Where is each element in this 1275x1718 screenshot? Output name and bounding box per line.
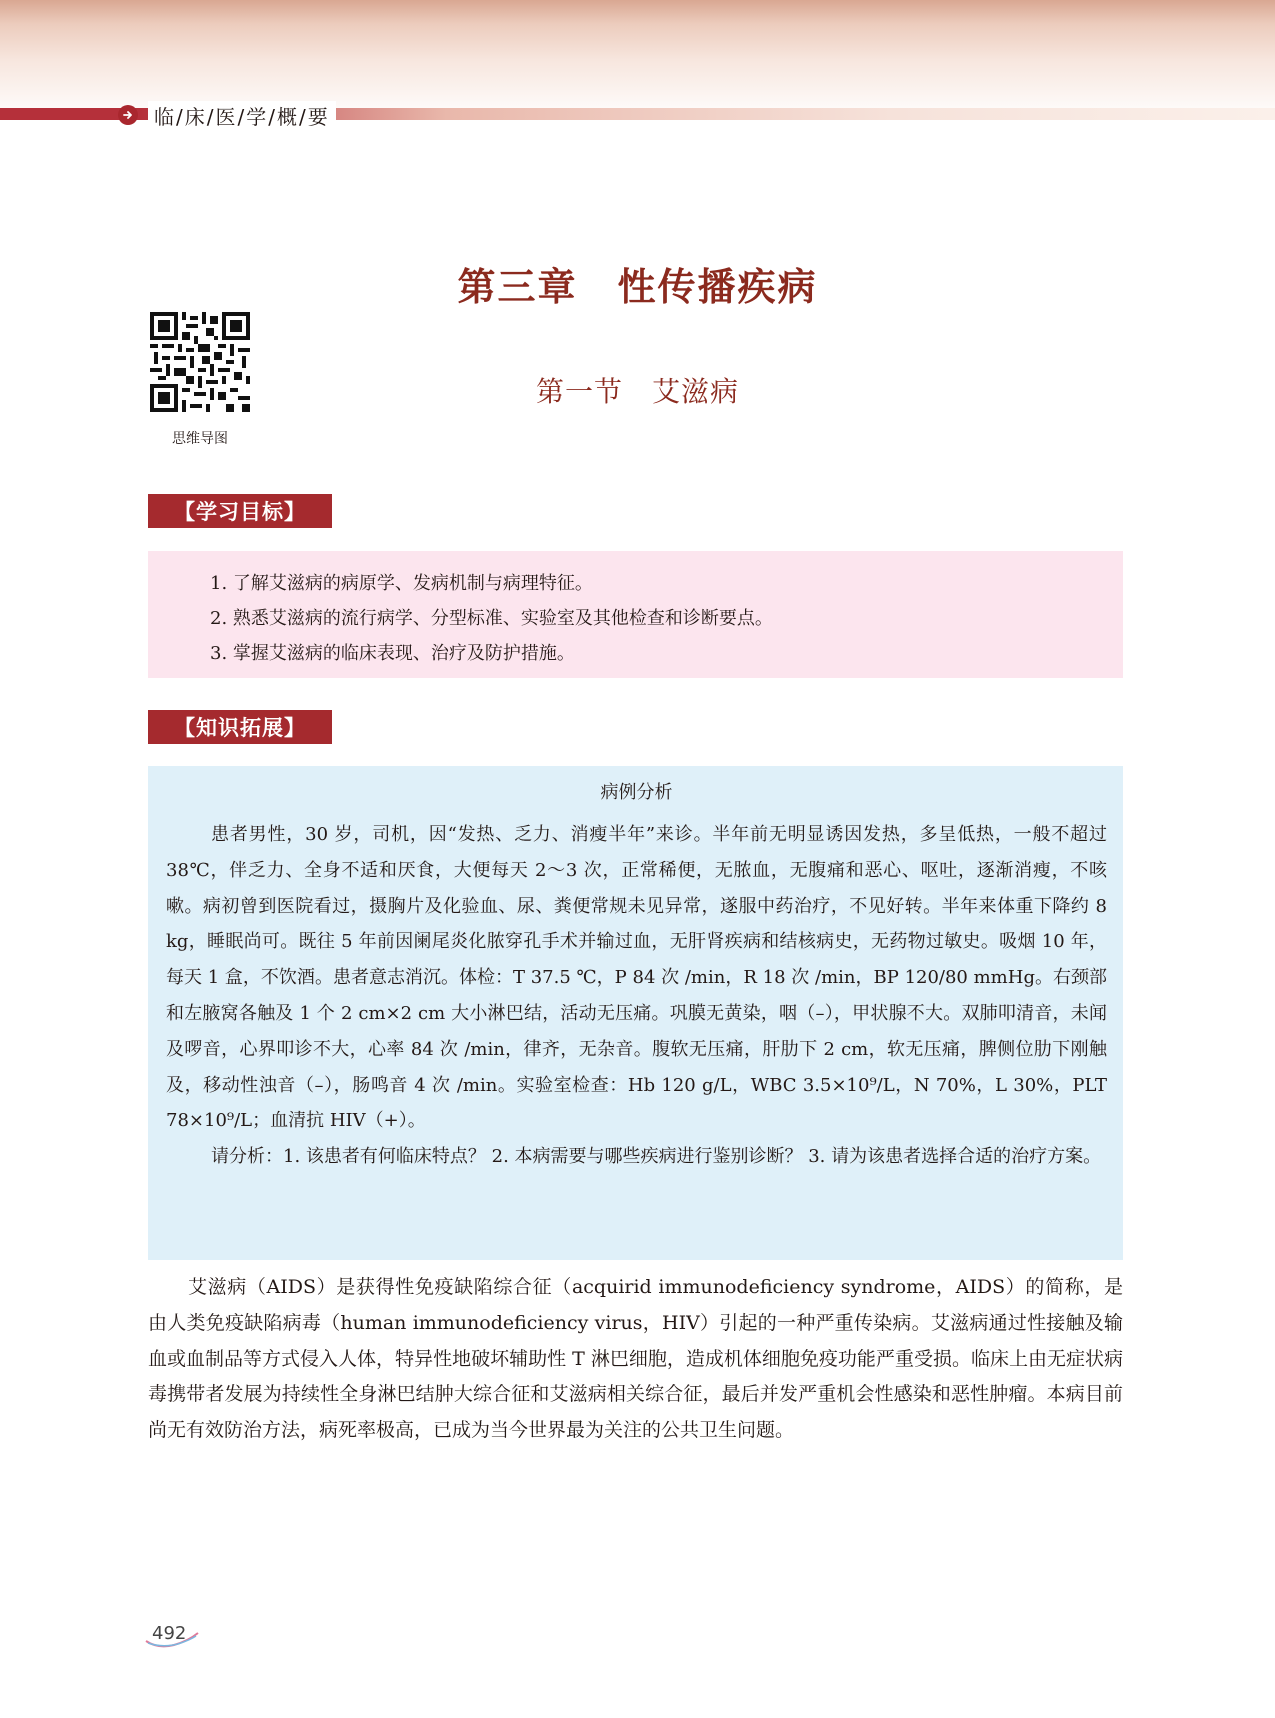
running-header (118, 102, 336, 128)
knowledge-extension-tag: 【知识拓展】 (148, 710, 332, 744)
chapter-title: 第三章 性传播疾病 (457, 265, 818, 309)
section-title: 第一节 艾滋病 (535, 375, 739, 408)
learning-objectives-box (148, 551, 1123, 678)
objective-item: 1. 了解艾滋病的病原学、发病机制与病理特征。 (210, 573, 593, 594)
body-text (148, 1270, 1123, 1449)
objective-item: 2. 熟悉艾滋病的流行病学、分型标准、实验室及其他检查和诊断要点。 (210, 608, 773, 629)
objective-item: 3. 掌握艾滋病的临床表现、治疗及防护措施。 (210, 643, 575, 664)
body-paragraph: 艾滋病（AIDS）是获得性免疫缺陷综合征（acquirid immunodeficiency syndrome，AIDS）的简称，是由人类免疫缺陷病毒（human immunodeficiency virus，HIV）引起的一种严重传染病。艾滋病通过性接触及输血或血制品等方式侵入人体，特异性地破坏辅助性 T 淋巴细胞，造成机体细胞免疫功能严重受损。临床上由无症状病毒携带者发展为持续性全身淋巴结肿大综合征和艾滋病相关综合征，最后并发严重机会性感染和恶性肿瘤。本病目前尚无有效防治方法，病死率极高，已成为当今世界最为关注的公共卫生问题。 (148, 1276, 1123, 1442)
case-text (166, 817, 1107, 1175)
case-question: 请分析：1. 该患者有何临床特点？ 2. 本病需要与哪些疾病进行鉴别诊断？ 3. 请为该患者选择合适的治疗方案。 (211, 1146, 1102, 1168)
case-paragraph: 患者男性，30 岁，司机，因“发热、乏力、消瘦半年”来诊。半年前无明显诱因发热，多呈低热，一般不超过 38℃，伴乏力、全身不适和厌食，大便每天 2～3 次，正常稀便，无脓血，无腹痛和恶心、呕吐，逐渐消瘦，不咳嗽。病初曾到医院看过，摄胸片及化验血、尿、粪便常规未见异常，遂服中药治疗，不见好转。半年来体重下降约 8 kg，睡眠尚可。既往 5 年前因阑尾炎化脓穿孔手术并输过血，无肝肾疾病和结核病史，无药物过敏史。吸烟 10 年，每天 1 盒，不饮酒。患者意志消沉。体检：T 37.5 ℃，P 84 次 /min，R 18 次 /min，BP 120/80 mmHg。右颈部和左腋窝各触及 1 个 2 cm×2 cm 大小淋巴结，活动无压痛。巩膜无黄染，咽（–），甲状腺不大。双肺叩清音，未闻及啰音，心界叩诊不大，心率 84 次 /min，律齐，无杂音。腹软无压痛，肝肋下 2 cm，软无压痛，脾侧位肋下刚触及，移动性浊音（–），肠鸣音 4 次 /min。实验室检查：Hb 120 g/L，WBC 3.5×10⁹/L，N 70%，L 30%，PLT 78×10⁹/L；血清抗 HIV（+）。 (166, 824, 1107, 1132)
case-analysis-box (148, 766, 1123, 1260)
qr-caption: 思维导图 (172, 431, 228, 447)
book-title: 临/床/医/学/概/要 (148, 101, 336, 130)
learning-objectives-tag: 【学习目标】 (148, 494, 332, 528)
page-number-text: 492 (152, 1623, 187, 1644)
page-number (148, 1623, 190, 1644)
arrow-right-icon (118, 105, 138, 125)
case-title: 病例分析 (600, 782, 673, 803)
